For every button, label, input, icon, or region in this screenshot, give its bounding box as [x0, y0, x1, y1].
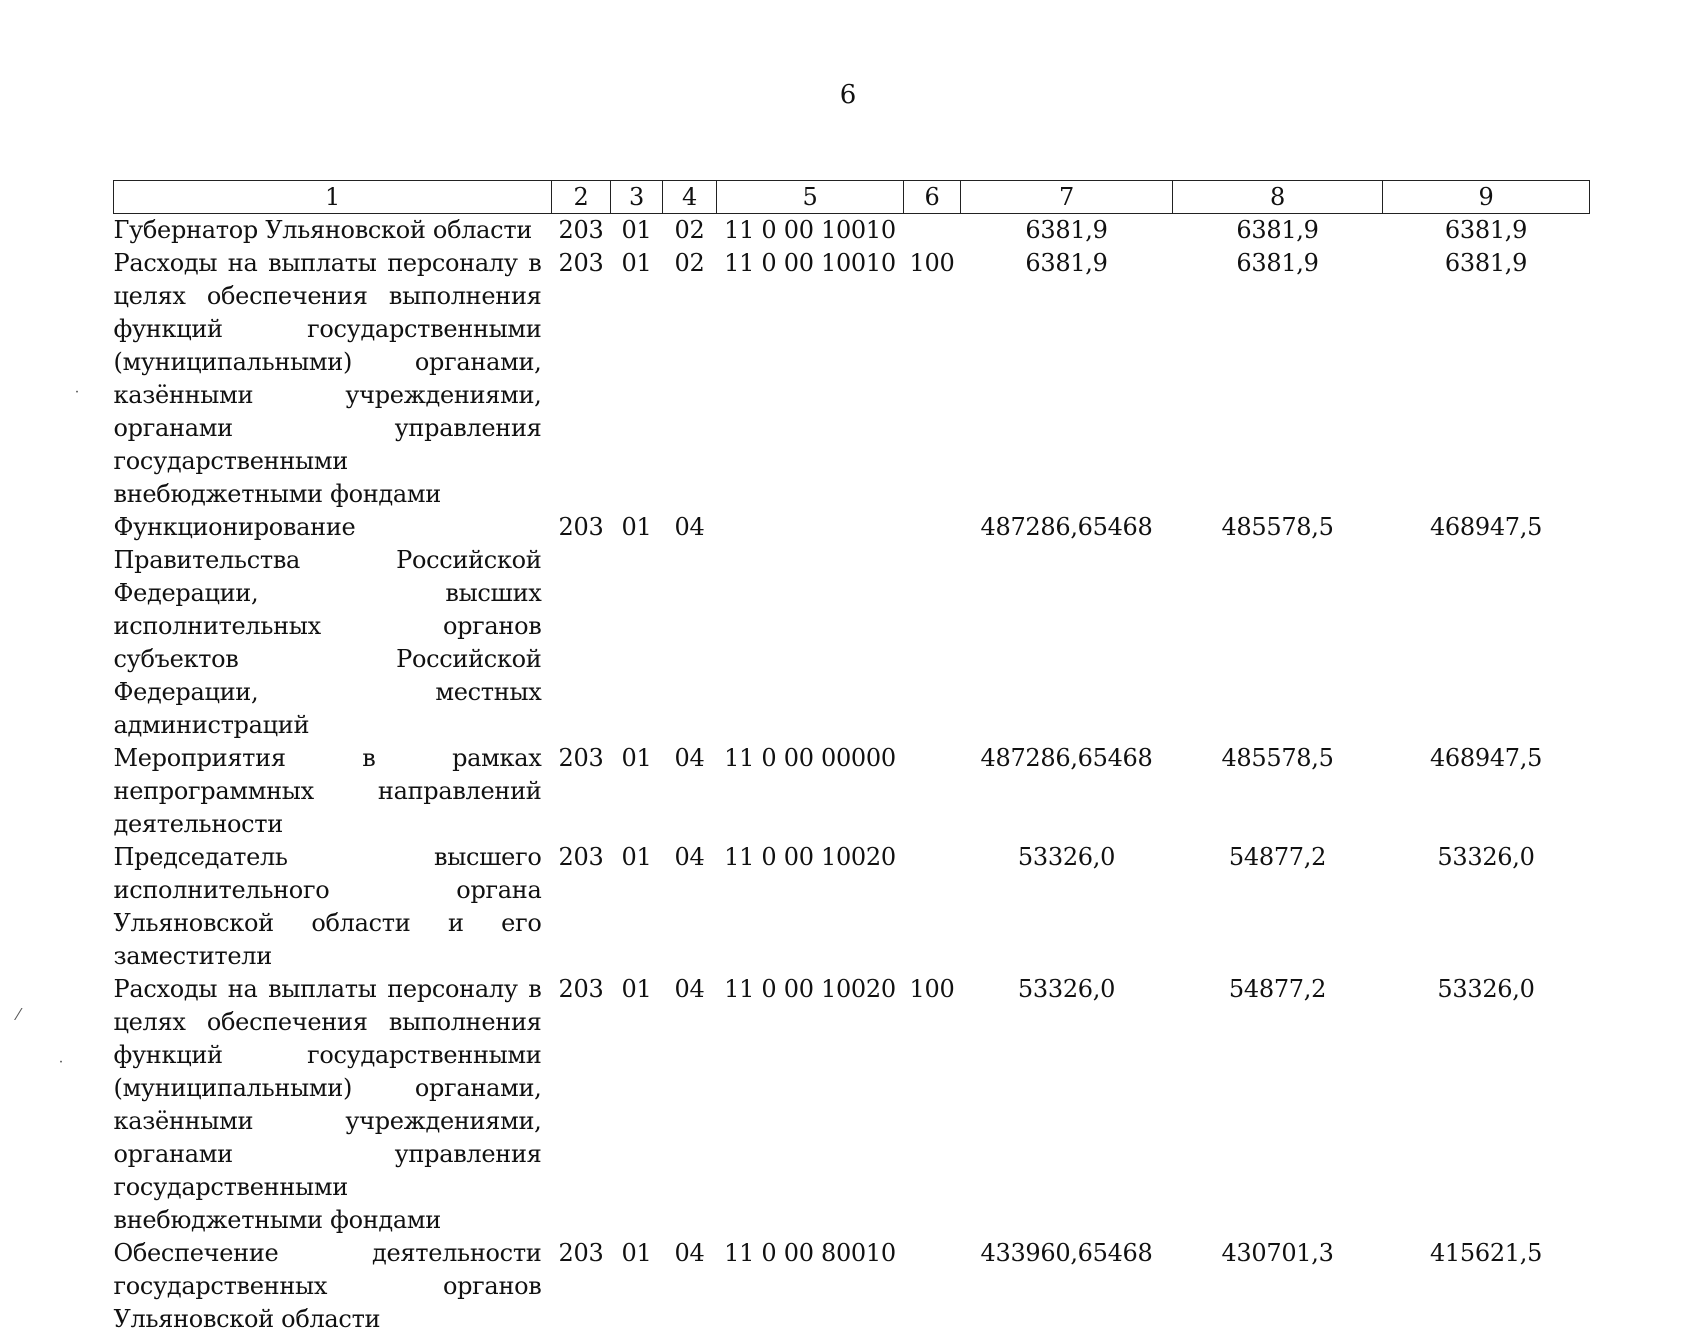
amount-col7: 6381,9 — [1025, 216, 1108, 244]
code-rz: 01 — [621, 249, 652, 277]
code-vr — [904, 511, 961, 742]
code-rz: 01 — [621, 975, 652, 1003]
code-csr: 11 0 00 10020 — [724, 975, 896, 1003]
amount-col7: 6381,9 — [1025, 249, 1108, 277]
column-header: 8 — [1173, 181, 1383, 214]
code-rz: 01 — [621, 1239, 652, 1267]
code-csr: 11 0 00 10010 — [724, 249, 896, 277]
code-gr: 203 — [558, 249, 604, 277]
amount-col8: 485578,5 — [1221, 744, 1334, 772]
amount-col8: 430701,3 — [1221, 1239, 1334, 1267]
amount-col8: 6381,9 — [1236, 216, 1319, 244]
table-row — [114, 973, 1590, 1237]
code-pr: 04 — [674, 975, 705, 1003]
code-csr: 11 0 00 00000 — [724, 744, 896, 772]
code-pr: 04 — [674, 513, 705, 541]
item-name: Обеспечение деятельности государственных органов Ульяновской области — [113, 1239, 542, 1333]
code-vr: 100 — [909, 249, 955, 277]
item-name: Председатель высшего исполнительного органа Ульяновской области и его заместители — [113, 843, 542, 970]
table-row — [114, 511, 1590, 742]
code-rz: 01 — [621, 744, 652, 772]
column-header: 9 — [1383, 181, 1590, 214]
column-header: 1 — [114, 181, 552, 214]
code-csr: 11 0 00 10020 — [724, 843, 896, 871]
item-name: Губернатор Ульяновской области — [113, 216, 532, 244]
item-name: Расходы на выплаты персоналу в целях обеспечения выполнения функций государственными (муниципальными) органами, казёнными учреждениями, органами управления государственными внебюджетными фондами — [113, 975, 542, 1234]
code-vr: 100 — [909, 975, 955, 1003]
amount-col9: 53326,0 — [1437, 843, 1535, 871]
table-row — [114, 247, 1590, 511]
column-header: 3 — [611, 181, 663, 214]
code-gr: 203 — [558, 1239, 604, 1267]
item-name: Мероприятия в рамках непрограммных направлений деятельности — [113, 744, 542, 838]
code-gr: 203 — [558, 513, 604, 541]
code-rz: 01 — [621, 216, 652, 244]
column-header: 7 — [961, 181, 1173, 214]
code-vr — [904, 1237, 961, 1336]
amount-col7: 487286,65468 — [980, 513, 1153, 541]
code-vr — [904, 214, 961, 248]
column-header: 2 — [552, 181, 611, 214]
code-pr: 02 — [674, 249, 705, 277]
code-csr: 11 0 00 10010 — [724, 216, 896, 244]
code-pr: 04 — [674, 744, 705, 772]
code-pr: 04 — [674, 1239, 705, 1267]
code-pr: 04 — [674, 843, 705, 871]
amount-col8: 54877,2 — [1228, 975, 1327, 1003]
amount-col9: 468947,5 — [1429, 513, 1543, 541]
amount-col7: 433960,65468 — [980, 1239, 1153, 1267]
amount-col7: 53326,0 — [1017, 975, 1116, 1003]
amount-col9: 6381,9 — [1444, 216, 1528, 244]
code-gr: 203 — [558, 744, 604, 772]
amount-col8: 54877,2 — [1228, 843, 1327, 871]
budget-table — [113, 180, 1590, 1336]
amount-col8: 6381,9 — [1236, 249, 1319, 277]
code-rz: 01 — [621, 843, 652, 871]
code-rz: 01 — [621, 513, 652, 541]
page-number: 6 — [839, 80, 857, 110]
amount-col9: 53326,0 — [1437, 975, 1535, 1003]
amount-col7: 53326,0 — [1017, 843, 1116, 871]
code-csr: 11 0 00 80010 — [724, 1239, 896, 1267]
amount-col8: 485578,5 — [1221, 513, 1334, 541]
table-header-row — [114, 181, 1590, 214]
item-name: Функционирование Правительства Российской Федерации, высших исполнительных органов субъектов Российской Федерации, местных администраций — [113, 513, 542, 739]
table-row — [114, 841, 1590, 973]
amount-col7: 487286,65468 — [980, 744, 1153, 772]
column-header: 6 — [904, 181, 961, 214]
scan-mark: ⁄ — [17, 1005, 20, 1024]
column-header: 5 — [717, 181, 904, 214]
item-name: Расходы на выплаты персоналу в целях обеспечения выполнения функций государственными (муниципальными) органами, казёнными учреждениями, органами управления государственными внебюджетными фондами — [113, 249, 542, 508]
column-header: 4 — [663, 181, 717, 214]
code-gr: 203 — [558, 975, 604, 1003]
scan-mark: ˙ — [73, 388, 81, 407]
scan-mark: ˙ — [57, 1058, 65, 1077]
code-csr — [717, 511, 904, 742]
amount-col9: 468947,5 — [1429, 744, 1543, 772]
amount-col9: 415621,5 — [1429, 1239, 1543, 1267]
code-gr: 203 — [558, 216, 604, 244]
amount-col9: 6381,9 — [1444, 249, 1528, 277]
table-row — [114, 1237, 1590, 1336]
code-gr: 203 — [558, 843, 604, 871]
code-pr: 02 — [674, 216, 705, 244]
table-row — [114, 214, 1590, 248]
code-vr — [904, 841, 961, 973]
table-row — [114, 742, 1590, 841]
code-vr — [904, 742, 961, 841]
